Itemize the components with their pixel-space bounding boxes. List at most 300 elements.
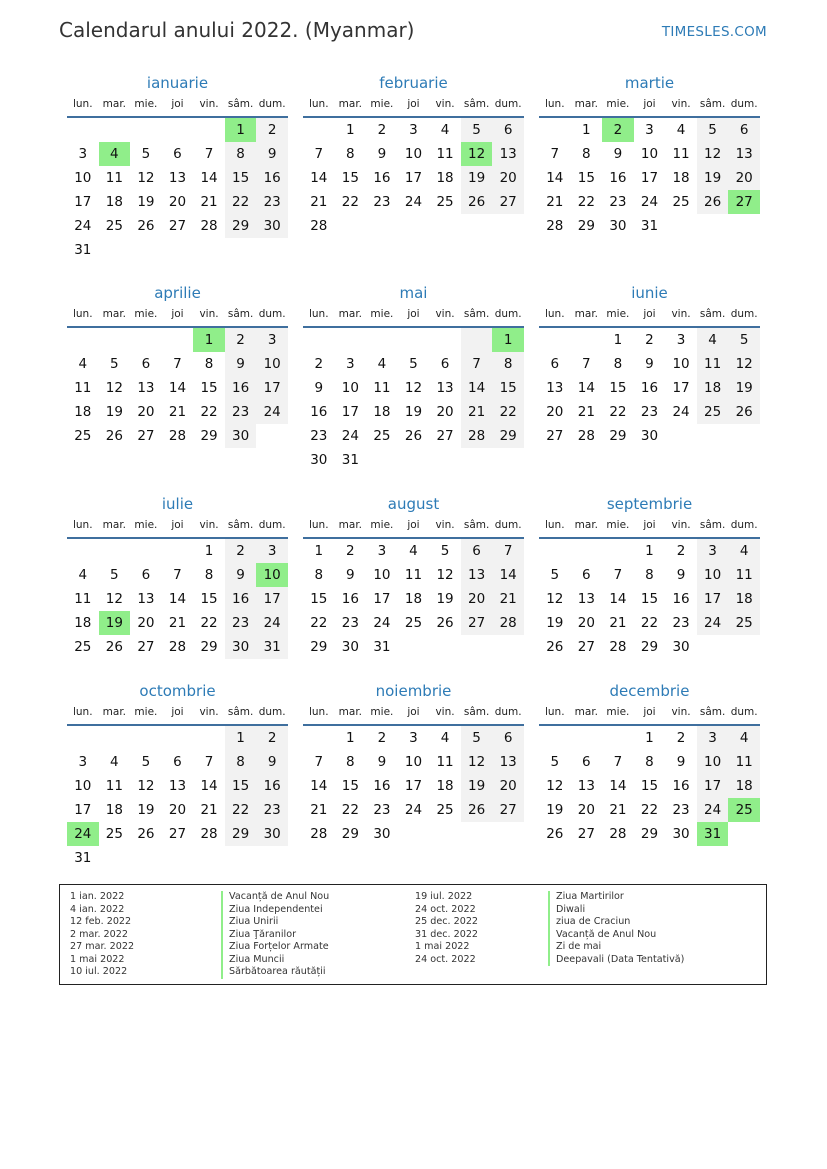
empty-day-cell [539, 328, 571, 352]
empty-day-cell [602, 726, 634, 750]
day-cell: 10 [640, 146, 659, 162]
weekday-label: mar. [574, 308, 599, 320]
weekday-label: mie. [370, 519, 394, 531]
day-cell: 27 [436, 428, 454, 444]
empty-day-cell [162, 118, 194, 142]
day-cell: 26 [728, 400, 760, 424]
day-cell: 14 [492, 563, 524, 587]
day-cell: 30 [672, 639, 690, 655]
day-cell: 28 [310, 218, 328, 234]
day-cell: 15 [200, 380, 218, 396]
weekday-label: lun. [72, 706, 93, 718]
day-cell: 4 [78, 356, 88, 372]
day-cell: 13 [492, 750, 524, 774]
day-cell: 2 [377, 730, 387, 746]
page-title: Calendarul anului 2022. (Myanmar) [59, 18, 415, 42]
day-cell: 9 [676, 754, 686, 770]
day-cell: 10 [256, 352, 288, 376]
day-cell: 5 [728, 328, 760, 352]
day-cell: 15 [341, 778, 359, 794]
day-cell: 4 [110, 754, 119, 770]
weekday-label: mar. [102, 98, 127, 110]
day-cell: 21 [461, 400, 493, 424]
day-cell: 24 [341, 428, 359, 444]
day-cell: 30 [672, 826, 690, 842]
weekday-label: mie. [606, 519, 630, 531]
day-cell: 29 [609, 428, 627, 444]
day-cell: 9 [613, 146, 623, 162]
day-cell: 4 [78, 567, 88, 583]
weekday-label: lun. [72, 308, 93, 320]
day-cell: 9 [256, 142, 288, 166]
empty-day-cell [366, 328, 398, 352]
day-cell: 1 [204, 543, 214, 559]
weekday-label: lun. [308, 308, 329, 320]
empty-day-cell [303, 726, 335, 750]
day-cell: 4 [697, 328, 729, 352]
day-cell: 7 [492, 539, 524, 563]
day-cell: 3 [346, 356, 355, 372]
day-cell: 5 [409, 356, 418, 372]
day-cell: 21 [609, 802, 627, 818]
legend-date: 31 dec. 2022 [415, 928, 479, 940]
weekday-label: vin. [435, 308, 455, 320]
weekday-label: mie. [606, 98, 630, 110]
day-cell: 16 [256, 774, 288, 798]
day-cell: 2 [225, 328, 257, 352]
weekday-label: mie. [370, 308, 394, 320]
day-cell: 14 [609, 591, 627, 607]
day-cell: 25 [436, 802, 454, 818]
day-cell: 21 [492, 587, 524, 611]
day-cell: 7 [173, 356, 182, 372]
day-cell: 28 [200, 218, 218, 234]
day-cell: 13 [168, 170, 187, 186]
day-cell: 24 [404, 194, 423, 210]
day-cell: 1 [346, 122, 355, 138]
weekday-label: vin. [671, 519, 691, 531]
day-cell: 6 [173, 146, 182, 162]
day-cell: 10 [74, 170, 92, 186]
weekday-header [67, 702, 288, 726]
day-cell: 16 [225, 376, 257, 400]
day-cell: 23 [256, 190, 288, 214]
day-cell: 30 [225, 635, 257, 659]
day-cell: 26 [436, 615, 454, 631]
day-cell: 22 [310, 615, 328, 631]
day-cell: 16 [672, 591, 690, 607]
empty-day-cell [99, 328, 131, 352]
day-cell: 3 [697, 539, 729, 563]
day-grid [539, 539, 760, 659]
day-cell: 22 [200, 404, 218, 420]
day-cell: 17 [697, 587, 729, 611]
empty-day-cell [335, 328, 367, 352]
day-cell: 17 [373, 591, 391, 607]
day-cell: 18 [105, 194, 123, 210]
day-cell: 21 [168, 404, 187, 420]
day-cell: 16 [256, 166, 288, 190]
day-cell: 1 [314, 543, 324, 559]
day-cell: 17 [256, 587, 288, 611]
day-cell: 23 [640, 404, 659, 420]
weekday-label: lun. [308, 98, 329, 110]
day-cell: 2 [676, 730, 686, 746]
weekday-label: mie. [606, 308, 630, 320]
day-cell: 17 [341, 404, 359, 420]
day-cell: 15 [609, 380, 627, 396]
day-cell: 10 [672, 356, 690, 372]
empty-day-cell [99, 118, 131, 142]
holiday-day-cell: 24 [67, 822, 99, 846]
day-cell: 26 [546, 639, 564, 655]
day-cell: 23 [609, 194, 627, 210]
day-cell: 22 [609, 404, 627, 420]
weekday-label: sâm. [463, 706, 490, 718]
weekday-label: sâm. [699, 98, 726, 110]
weekday-label: lun. [72, 519, 93, 531]
day-cell: 7 [314, 754, 324, 770]
day-cell: 17 [404, 170, 423, 186]
day-cell: 20 [461, 587, 493, 611]
weekday-header [303, 515, 524, 539]
day-cell: 6 [550, 356, 560, 372]
day-cell: 17 [256, 376, 288, 400]
day-cell: 8 [645, 567, 654, 583]
day-cell: 19 [546, 615, 564, 631]
day-cell: 10 [697, 750, 729, 774]
month-septembrie [539, 493, 760, 659]
weekday-label: joi [643, 519, 656, 531]
day-cell: 11 [404, 567, 423, 583]
day-cell: 19 [404, 404, 423, 420]
holiday-legend [59, 884, 767, 985]
day-cell: 18 [697, 376, 729, 400]
day-cell: 5 [440, 543, 450, 559]
day-cell: 15 [225, 166, 257, 190]
weekday-label: dum. [258, 308, 286, 320]
day-cell: 26 [697, 190, 729, 214]
empty-day-cell [539, 539, 571, 563]
empty-day-cell [602, 539, 634, 563]
month-name: noiembrie [375, 682, 452, 700]
day-cell: 30 [609, 218, 627, 234]
month-ianuarie [67, 72, 288, 262]
day-cell: 21 [310, 194, 328, 210]
day-cell: 3 [256, 539, 288, 563]
day-cell: 13 [137, 380, 155, 396]
day-cell: 11 [728, 563, 760, 587]
day-cell: 14 [310, 170, 328, 186]
day-cell: 6 [582, 754, 591, 770]
day-cell: 29 [225, 822, 257, 846]
holiday-day-cell: 1 [492, 328, 524, 352]
day-cell: 9 [676, 567, 686, 583]
legend-holiday-name: Sărbătoarea răutății [221, 966, 329, 979]
day-cell: 31 [74, 850, 92, 866]
day-cell: 22 [640, 615, 659, 631]
day-cell: 16 [225, 587, 257, 611]
day-cell: 23 [225, 611, 257, 635]
day-cell: 9 [346, 567, 355, 583]
weekday-label: lun. [544, 98, 565, 110]
empty-day-cell [162, 726, 194, 750]
day-cell: 6 [492, 726, 524, 750]
empty-day-cell [303, 118, 335, 142]
day-cell: 20 [728, 166, 760, 190]
day-cell: 7 [204, 754, 214, 770]
month-name: octombrie [139, 682, 216, 700]
empty-day-cell [571, 539, 603, 563]
day-cell: 28 [168, 428, 187, 444]
day-cell: 6 [461, 539, 493, 563]
day-cell: 30 [310, 452, 328, 468]
day-grid [67, 726, 288, 870]
month-name: iunie [631, 284, 668, 302]
day-cell: 18 [105, 802, 123, 818]
day-cell: 7 [314, 146, 324, 162]
day-cell: 23 [341, 615, 359, 631]
day-cell: 7 [204, 146, 214, 162]
day-cell: 7 [613, 567, 623, 583]
day-cell: 28 [461, 424, 493, 448]
day-cell: 7 [173, 567, 182, 583]
weekday-label: joi [643, 98, 656, 110]
day-cell: 15 [341, 170, 359, 186]
day-cell: 9 [314, 380, 324, 396]
day-cell: 25 [672, 194, 690, 210]
legend-holiday-name: Deepavali (Data Tentativă) [548, 954, 684, 967]
day-cell: 12 [546, 778, 564, 794]
empty-day-cell [130, 118, 162, 142]
empty-day-cell [130, 539, 162, 563]
day-cell: 22 [225, 798, 257, 822]
day-cell: 26 [461, 190, 493, 214]
day-cell: 19 [546, 802, 564, 818]
day-cell: 19 [436, 591, 454, 607]
day-cell: 8 [492, 352, 524, 376]
day-cell: 4 [728, 539, 760, 563]
day-cell: 21 [200, 194, 218, 210]
day-cell: 16 [373, 170, 391, 186]
weekday-label: vin. [199, 519, 219, 531]
day-cell: 2 [645, 332, 654, 348]
day-cell: 14 [168, 380, 187, 396]
day-cell: 30 [341, 639, 359, 655]
day-cell: 30 [256, 822, 288, 846]
day-cell: 12 [137, 778, 155, 794]
day-cell: 26 [105, 639, 123, 655]
day-cell: 21 [310, 802, 328, 818]
weekday-label: mar. [102, 308, 127, 320]
day-cell: 4 [676, 122, 686, 138]
month-name: decembrie [609, 682, 690, 700]
month-name: ianuarie [146, 74, 209, 92]
day-cell: 22 [225, 190, 257, 214]
day-cell: 9 [645, 356, 654, 372]
day-cell: 16 [672, 778, 690, 794]
day-cell: 7 [582, 356, 591, 372]
day-cell: 1 [225, 726, 257, 750]
weekday-label: vin. [435, 519, 455, 531]
day-cell: 11 [697, 352, 729, 376]
day-cell: 6 [141, 567, 151, 583]
day-cell: 13 [436, 380, 454, 396]
weekday-label: joi [171, 519, 184, 531]
weekday-label: mar. [338, 98, 363, 110]
day-cell: 22 [492, 400, 524, 424]
day-cell: 3 [409, 730, 418, 746]
holiday-day-cell: 2 [602, 118, 634, 142]
weekday-label: mar. [338, 706, 363, 718]
day-cell: 18 [74, 404, 92, 420]
day-cell: 22 [577, 194, 595, 210]
weekday-label: lun. [308, 706, 329, 718]
legend-holiday-name: Ziua Martirilor [548, 891, 684, 904]
day-cell: 20 [577, 802, 595, 818]
legend-names-right [548, 891, 684, 966]
month-aprilie [67, 282, 288, 448]
day-cell: 17 [74, 194, 92, 210]
legend-date: 1 ian. 2022 [70, 891, 125, 902]
legend-holiday-name: Ziua Independentei [221, 904, 329, 917]
day-cell: 21 [546, 194, 564, 210]
day-cell: 31 [256, 635, 288, 659]
day-cell: 31 [341, 452, 359, 468]
month-name: mai [399, 284, 428, 302]
day-cell: 12 [105, 591, 123, 607]
weekday-label: mie. [134, 706, 158, 718]
day-cell: 6 [173, 754, 182, 770]
day-cell: 23 [373, 802, 391, 818]
day-cell: 8 [346, 754, 355, 770]
weekday-label: lun. [544, 308, 565, 320]
month-iulie [67, 493, 288, 659]
weekday-label: vin. [199, 98, 219, 110]
weekday-label: dum. [494, 98, 522, 110]
weekday-label: mar. [102, 706, 127, 718]
day-cell: 18 [373, 404, 391, 420]
month-name: februarie [379, 74, 448, 92]
day-cell: 20 [492, 166, 524, 190]
day-cell: 14 [200, 170, 218, 186]
month-name: septembrie [606, 495, 693, 513]
day-cell: 2 [225, 539, 257, 563]
day-cell: 14 [461, 376, 493, 400]
empty-day-cell [130, 726, 162, 750]
day-cell: 11 [74, 591, 92, 607]
weekday-label: sâm. [227, 519, 254, 531]
day-cell: 15 [200, 591, 218, 607]
day-cell: 30 [640, 428, 659, 444]
day-cell: 2 [256, 118, 288, 142]
day-cell: 4 [728, 726, 760, 750]
weekday-label: dum. [494, 308, 522, 320]
day-cell: 27 [137, 428, 155, 444]
day-cell: 12 [461, 750, 493, 774]
day-cell: 8 [346, 146, 355, 162]
weekday-label: lun. [544, 706, 565, 718]
weekday-header [303, 702, 524, 726]
day-grid [539, 118, 760, 238]
day-cell: 9 [225, 563, 257, 587]
weekday-label: dum. [494, 706, 522, 718]
day-cell: 19 [728, 376, 760, 400]
day-cell: 27 [492, 798, 524, 822]
day-cell: 24 [256, 611, 288, 635]
day-cell: 23 [672, 802, 690, 818]
day-grid [67, 118, 288, 262]
day-cell: 25 [728, 611, 760, 635]
legend-date: 2 mar. 2022 [70, 928, 128, 940]
day-cell: 20 [436, 404, 454, 420]
day-cell: 3 [256, 328, 288, 352]
day-cell: 13 [577, 591, 595, 607]
day-cell: 21 [200, 802, 218, 818]
day-cell: 8 [204, 567, 214, 583]
weekday-header [67, 304, 288, 328]
legend-date: 4 ian. 2022 [70, 903, 125, 915]
day-cell: 28 [609, 639, 627, 655]
day-cell: 3 [377, 543, 387, 559]
weekday-label: dum. [494, 519, 522, 531]
day-cell: 22 [341, 802, 359, 818]
day-cell: 11 [105, 170, 123, 186]
day-cell: 27 [492, 190, 524, 214]
weekday-label: joi [407, 519, 420, 531]
day-cell: 20 [492, 774, 524, 798]
day-cell: 22 [341, 194, 359, 210]
month-decembrie [539, 680, 760, 846]
day-cell: 18 [436, 170, 454, 186]
day-grid [539, 726, 760, 846]
day-cell: 20 [577, 615, 595, 631]
day-cell: 24 [640, 194, 659, 210]
day-cell: 26 [137, 826, 155, 842]
day-cell: 13 [137, 591, 155, 607]
day-cell: 16 [609, 170, 627, 186]
day-grid [303, 328, 524, 472]
day-cell: 12 [728, 352, 760, 376]
day-cell: 23 [225, 400, 257, 424]
weekday-label: vin. [199, 706, 219, 718]
legend-holiday-name: ziua de Craciun [548, 916, 684, 929]
month-mai [303, 282, 524, 472]
empty-day-cell [571, 726, 603, 750]
day-cell: 5 [110, 356, 119, 372]
empty-day-cell [99, 539, 131, 563]
day-cell: 11 [105, 778, 123, 794]
day-cell: 8 [225, 142, 257, 166]
brand-link[interactable]: TIMESLES.COM [661, 24, 767, 40]
month-name: aprilie [154, 284, 201, 302]
empty-day-cell [67, 539, 99, 563]
day-cell: 26 [404, 428, 423, 444]
day-cell: 16 [310, 404, 328, 420]
day-cell: 24 [697, 798, 729, 822]
empty-day-cell [67, 328, 99, 352]
day-cell: 15 [225, 774, 257, 798]
weekday-header [67, 515, 288, 539]
weekday-label: dum. [730, 706, 758, 718]
day-cell: 21 [609, 615, 627, 631]
weekday-header [539, 304, 760, 328]
day-cell: 11 [436, 146, 454, 162]
day-cell: 11 [436, 754, 454, 770]
empty-day-cell [539, 726, 571, 750]
day-cell: 6 [582, 567, 591, 583]
day-grid [67, 539, 288, 659]
